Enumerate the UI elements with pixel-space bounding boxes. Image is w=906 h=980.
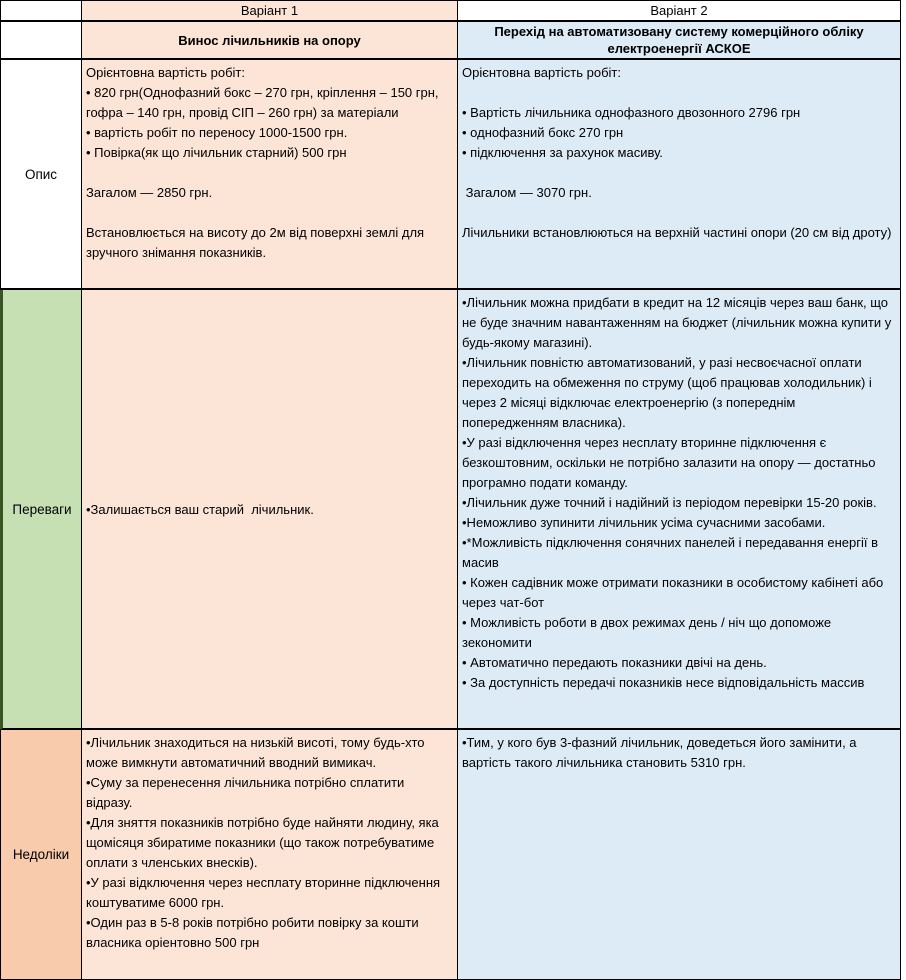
text-line (86, 163, 452, 183)
description-variant1-cell (82, 60, 458, 290)
row-label-description: Опис (0, 60, 82, 290)
text-line: Встановлюється на висоту до 2м від поверхні землі для зручного знімання показників. (86, 225, 428, 260)
text-line: •Для зняття показників потрібно буде найняти людину, яка щомісяця збиратиме показники (що також потребуватиме оплати з членських внесків). (86, 815, 443, 870)
text-line: • вартість робіт по переносу 1000-1500 грн. (86, 125, 348, 140)
text-line: •Залишається ваш старий лічильник. (86, 501, 314, 517)
disadvantages-variant2-cell (458, 730, 901, 980)
disadvantages-variant1-cell (82, 730, 458, 980)
text-line: Лічильники встановлюються на верхній частині опори (20 см від дроту) (462, 225, 892, 240)
header-variant2: Варіант 2 (458, 0, 901, 22)
text-line: Орієнтовна вартість робіт: (462, 65, 621, 80)
advantages-variant2-cell (458, 290, 901, 730)
row-label-disadvantages: Недоліки (0, 730, 82, 980)
text-line (462, 203, 895, 223)
text-line: • 820 грн(Однофазний бокс – 270 грн, кріплення – 150 грн, гофра – 140 грн, провід СІП – 260 грн) за матеріали (86, 85, 443, 120)
text-line: Загалом — 2850 грн. (86, 185, 213, 200)
row-label-advantages: Переваги (0, 290, 82, 730)
text-line: • Автоматично передають показники двічі на день. (462, 655, 767, 670)
text-line (462, 163, 895, 183)
text-line (86, 203, 452, 223)
subheader-variant2-title: Перехід на автоматизовану систему комерційного обліку електроенергії АСКОЕ (458, 22, 901, 60)
text-line: • підключення за рахунок масиву. (462, 145, 663, 160)
header-corner-cell (0, 0, 82, 22)
text-line: •Тим, у кого був 3-фазний лічильник, доведеться його замінити, а вартість такого лічильника становить 5310 грн. (462, 735, 861, 770)
text-line: • Повірка(як що лічильник старний) 500 грн (86, 145, 347, 160)
subheader-variant1-title: Винос лічильників на опору (82, 22, 458, 60)
text-line: • За доступність передачі показників несе відповідальність массив (462, 675, 865, 690)
text-line: • Вартість лічильника однофазного двозонного 2796 грн (462, 105, 801, 120)
description-variant2-cell (458, 60, 901, 290)
text-line: •*Можливість підключення сонячних панелей і передавання енергії в масив (462, 535, 882, 570)
text-line: •У разі відключення через несплату вторинне підключення є безкоштовним, оскільки не потрібно залазити на опору — достатньо програмно подати команду. (462, 435, 880, 490)
text-line: • однофазний бокс 270 грн (462, 125, 624, 140)
text-line: •Один раз в 5-8 років потрібно робити повірку за кошти власника оріентовно 500 грн (86, 915, 423, 950)
text-line: Загалом — 3070 грн. (462, 185, 592, 200)
text-line: •Лічильник знаходиться на низькій висоті, тому будь-хто може вимкнути автоматичний вводний вимикач. (86, 735, 429, 770)
text-line: • Можливість роботи в двох режимах день / ніч що допоможе зекономити (462, 615, 835, 650)
text-line: Орієнтовна вартість робіт: (86, 65, 245, 80)
text-line: •Неможливо зупинити лічильник усіма сучасними засобами. (462, 515, 826, 530)
text-line: •Лічильник можна придбати в кредит на 12 місяців через ваш банк, що не буде значним навантаженням на бюджет (лічильник можна купити у будь-якому магазині). (462, 295, 895, 350)
text-line: •Суму за перенесення лічильника потрібно сплатити відразу. (86, 775, 408, 810)
text-line: • Кожен садівник може отримати показники в особистому кабінеті або через чат-бот (462, 575, 887, 610)
text-line: •Лічильник дуже точний і надійний із періодом перевірки 15-20 років. (462, 495, 877, 510)
text-line (462, 83, 895, 103)
header-variant1: Варіант 1 (82, 0, 458, 22)
advantages-variant1-cell (82, 290, 458, 730)
subheader-corner-cell (0, 22, 82, 60)
text-line: •Лічильник повністю автоматизований, у разі несвоєчасної оплати переходить на обмеження по струму (щоб працював холодильник) і через 2 місяці відключає електроенергію (з попереднім попередженням власника). (462, 355, 876, 430)
text-line: •У разі відключення через несплату вторинне підключення коштуватиме 6000 грн. (86, 875, 444, 910)
